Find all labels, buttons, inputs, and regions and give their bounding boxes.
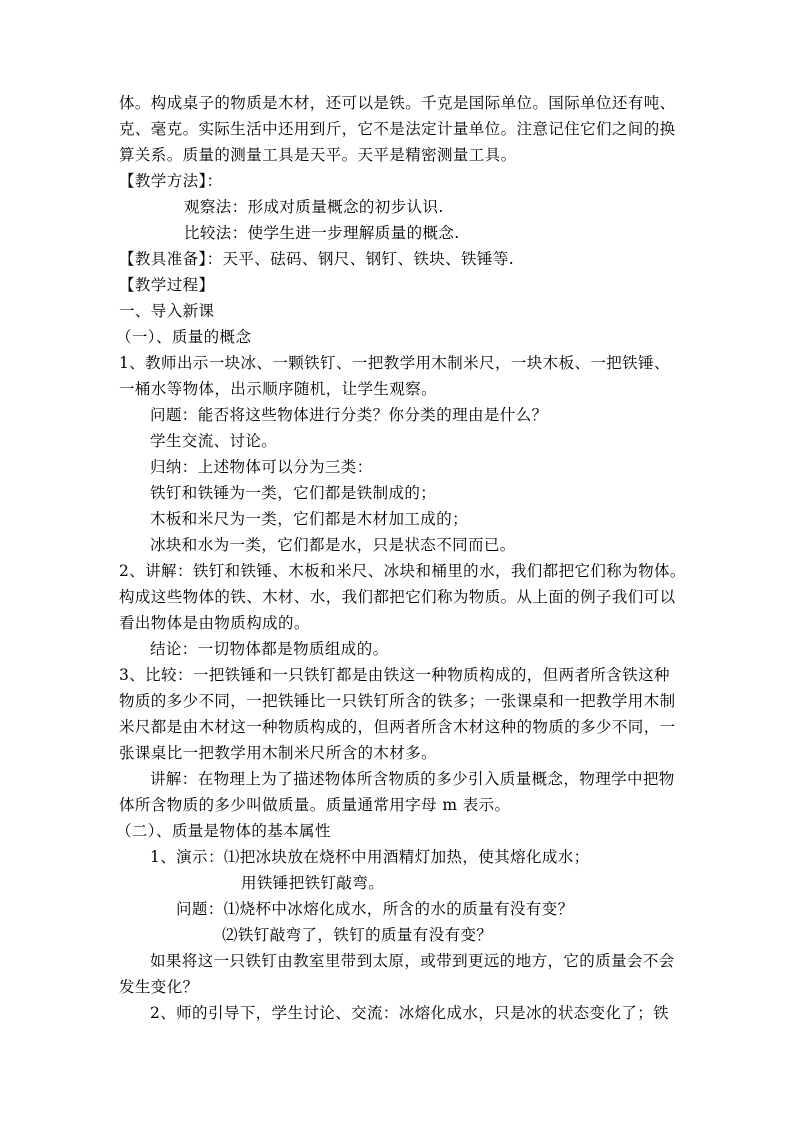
paragraph-line: 问题：⑴烧杯中冰熔化成水，所含的水的质量有没有变？ bbox=[176, 900, 574, 918]
paragraph-line: 物质的多少不同，一把铁锤比一只铁钉所含的铁多；一张课桌和一把教学用木制 bbox=[119, 692, 676, 710]
paragraph-line: 3、比较：一把铁锤和一只铁钉都是由铁这一种物质构成的，但两者所含铁这种 bbox=[119, 666, 670, 684]
paragraph-line: 木板和米尺为一类，它们都是木材加工成的； bbox=[150, 510, 469, 528]
paragraph-line: 问题：能否将这些物体进行分类？你分类的理由是什么？ bbox=[150, 406, 548, 424]
paragraph-line: 米尺都是由木材这一种物质构成的，但两者所含木材这种的物质的多少不同，一 bbox=[119, 718, 676, 736]
paragraph-line: 讲解：在物理上为了描述物体所含物质的多少引入质量概念，物理学中把物 bbox=[150, 770, 675, 788]
paragraph-line: 体。构成桌子的物质是木材，还可以是铁。千克是国际单位。国际单位还有吨、 bbox=[119, 94, 676, 112]
subsection-heading: 一、导入新课 bbox=[119, 302, 215, 320]
paragraph-line: 归纳：上述物体可以分为三类： bbox=[150, 458, 373, 476]
paragraph-line: 算关系。质量的测量工具是天平。天平是精密测量工具。 bbox=[119, 146, 517, 164]
paragraph-line: 1、演示：⑴把冰块放在烧杯中用酒精灯加热，使其熔化成水； bbox=[150, 848, 590, 866]
paragraph-line: 学生交流、讨论。 bbox=[150, 432, 278, 450]
subsection-heading: （二）、质量是物体的基本属性 bbox=[116, 822, 331, 840]
paragraph-line: 体所含物质的多少叫做质量。质量通常用字母 m 表示。 bbox=[119, 796, 511, 814]
paragraph-line: ⑵铁钉敲弯了，铁钉的质量有没有变？ bbox=[222, 926, 493, 944]
paragraph-line: 构成这些物体的铁、木材、水，我们都把它们称为物质。从上面的例子我们可以 bbox=[119, 588, 676, 606]
paragraph-line: 观察法：形成对质量概念的初步认识. bbox=[184, 198, 444, 216]
paragraph-line: 张课桌比一把教学用木制米尺所含的木材多。 bbox=[119, 744, 438, 762]
paragraph-line: 看出物体是由物质构成的。 bbox=[119, 614, 310, 632]
section-heading: 【教具准备】：天平、砝码、钢尺、钢钉、铁块、铁锤等. bbox=[119, 250, 515, 268]
paragraph-line: 克、毫克。实际生活中还用到斤，它不是法定计量单位。注意记住它们之间的换 bbox=[119, 120, 676, 138]
paragraph-line: 比较法：使学生进一步理解质量的概念. bbox=[184, 224, 460, 242]
paragraph-line: 铁钉和铁锤为一类，它们都是铁制成的； bbox=[150, 484, 437, 502]
subsection-heading: （一）、质量的概念 bbox=[116, 328, 252, 346]
paragraph-line: 1、教师出示一块冰、一颗铁钉、一把教学用木制米尺，一块木板、一把铁锤、 bbox=[119, 354, 670, 372]
paragraph-line: 结论：一切物体都是物质组成的。 bbox=[150, 640, 389, 658]
section-heading: 【教学过程】 bbox=[119, 276, 215, 294]
paragraph-line: 2、讲解：铁钉和铁锤、木板和米尺、冰块和桶里的水，我们都把它们称为物体。 bbox=[119, 562, 686, 580]
paragraph-line: 如果将这一只铁钉由教室里带到太原，或带到更远的地方，它的质量会不会 bbox=[150, 952, 675, 970]
section-heading: 【教学方法】： bbox=[119, 172, 223, 190]
paragraph-line: 用铁锤把铁钉敲弯。 bbox=[241, 874, 385, 892]
paragraph-line: 发生变化？ bbox=[119, 978, 199, 996]
paragraph-line: 2、师的引导下，学生讨论、交流：冰熔化成水，只是冰的状态变化了；铁 bbox=[150, 1004, 670, 1022]
paragraph-line: 冰块和水为一类，它们都是水，只是状态不同而已。 bbox=[150, 536, 516, 554]
paragraph-line: 一桶水等物体，出示顺序随机，让学生观察。 bbox=[119, 380, 438, 398]
